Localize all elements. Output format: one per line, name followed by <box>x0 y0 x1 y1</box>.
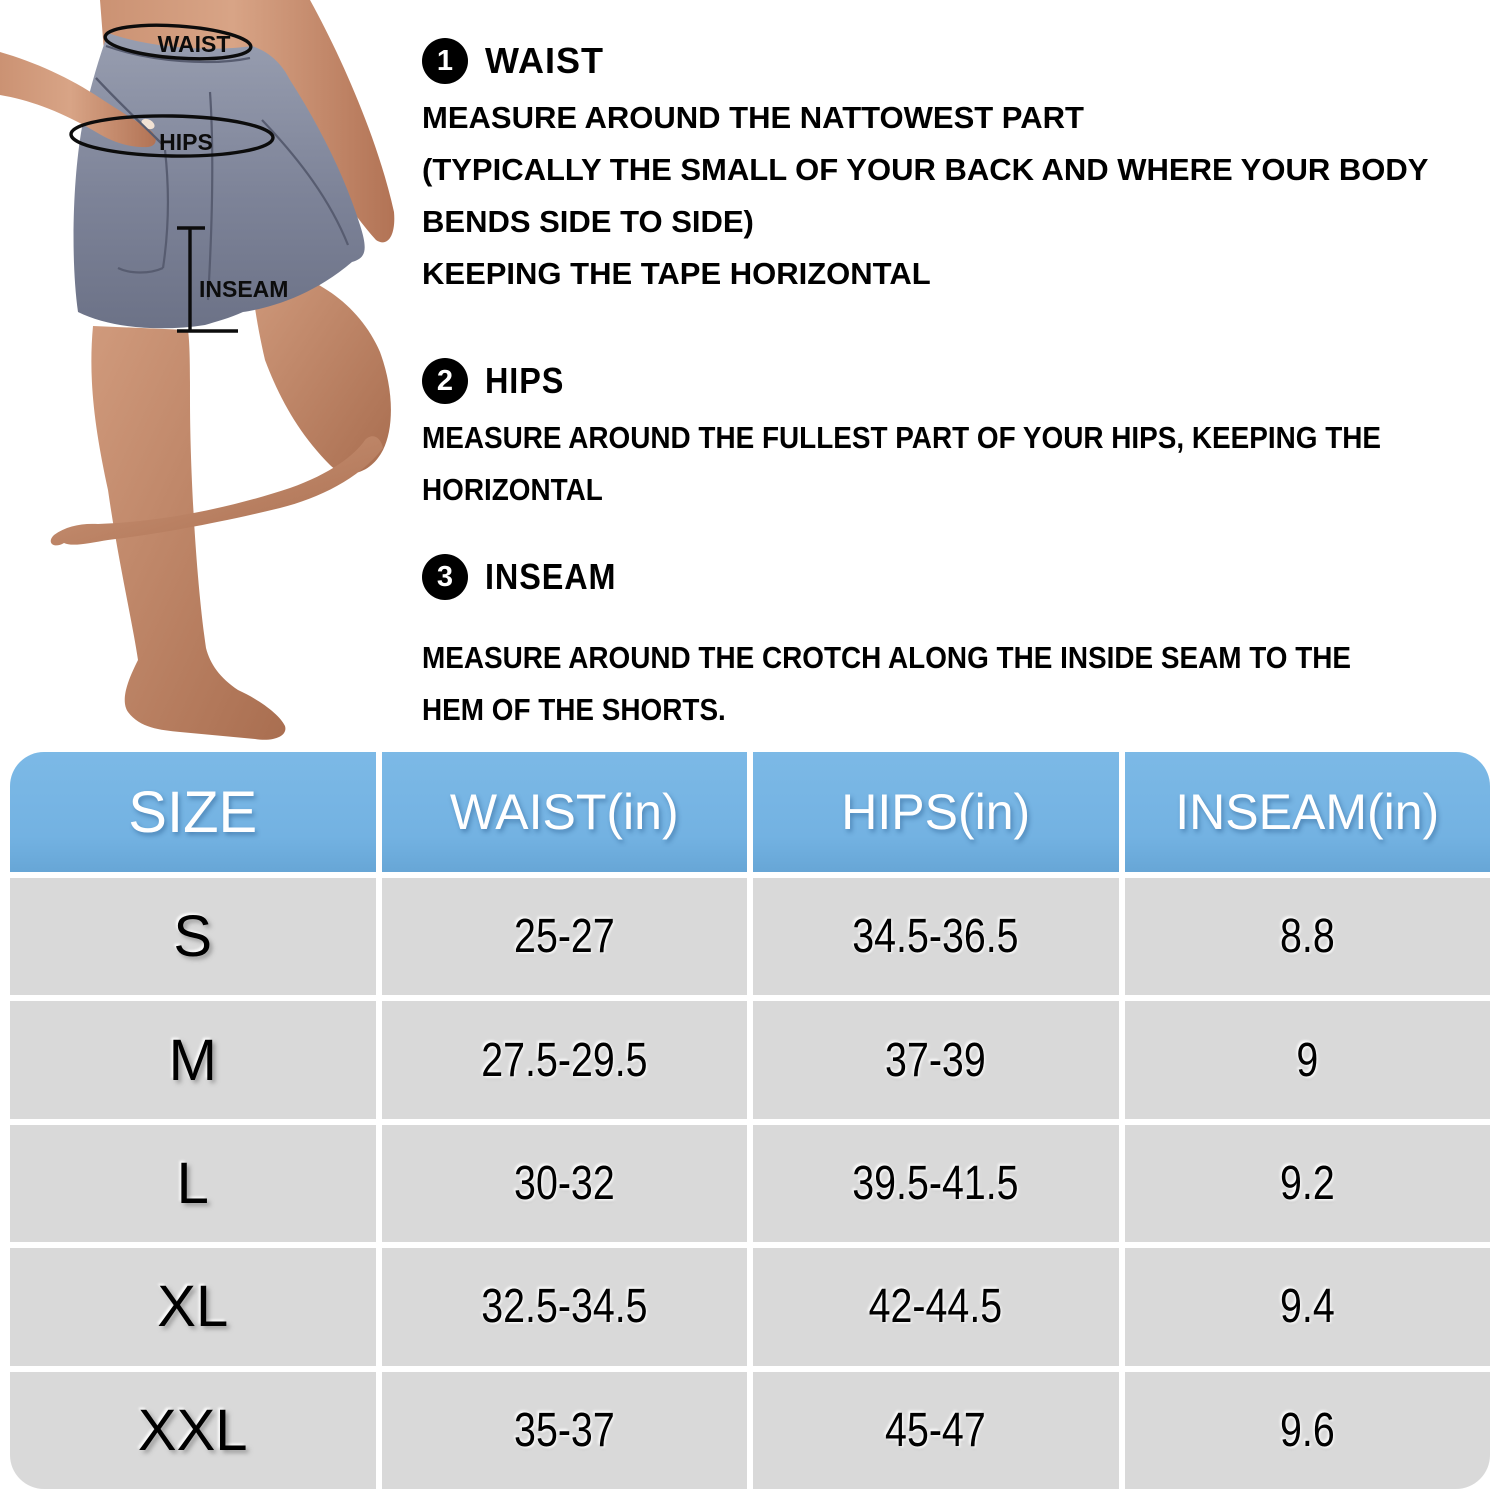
instruction-line: MEASURE AROUND THE NATTOWEST PART <box>422 100 1084 135</box>
instruction-inseam-body <box>422 632 1496 736</box>
inseam-cell-xl <box>1125 1248 1491 1365</box>
inseam-cell-xxl <box>1125 1372 1491 1489</box>
size-value: M <box>168 1027 217 1093</box>
instruction-inseam-heading <box>422 552 1496 602</box>
waist-value: 35-37 <box>513 1403 615 1457</box>
instruction-line: BENDS SIDE TO SIDE) <box>422 204 754 239</box>
instruction-hips-title: HIPS <box>485 360 565 401</box>
hips-cell-s <box>753 878 1119 995</box>
hips-value: 34.5-36.5 <box>852 910 1019 964</box>
waist-cell-l <box>382 1125 748 1242</box>
waist-value: 25-27 <box>513 910 615 964</box>
hips-value: 45-47 <box>885 1403 987 1457</box>
step-2-badge: 2 <box>422 358 468 404</box>
waist-value: 30-32 <box>513 1156 615 1210</box>
model-photo <box>0 0 420 750</box>
instruction-line: MEASURE AROUND THE CROTCH ALONG THE INSIDE SEAM TO THE <box>422 640 1351 675</box>
size-value: L <box>176 1150 209 1216</box>
inseam-value: 9.4 <box>1279 1280 1335 1334</box>
inseam-line-label: INSEAM <box>199 276 289 302</box>
step-3-badge: 3 <box>422 554 468 600</box>
inseam-cell-s <box>1125 878 1491 995</box>
inseam-value: 9 <box>1296 1033 1319 1087</box>
column-header-waist: WAIST(in) <box>382 752 748 872</box>
instruction-waist <box>422 36 1496 300</box>
waist-value: 27.5-29.5 <box>481 1033 648 1087</box>
instruction-line: KEEPING THE TAPE HORIZONTAL <box>422 256 931 291</box>
hips-cell-xl <box>753 1248 1119 1365</box>
waist-cell-s <box>382 878 748 995</box>
column-header-hips: HIPS(in) <box>753 752 1119 872</box>
waist-ellipse-label: WAIST <box>157 31 231 57</box>
instruction-line: MEASURE AROUND THE FULLEST PART OF YOUR HIPS, KEEPING THE <box>422 420 1382 455</box>
size-cell-s <box>10 878 376 995</box>
column-header-size: SIZE <box>10 752 376 872</box>
size-cell-xl <box>10 1248 376 1365</box>
hips-cell-xxl <box>753 1372 1119 1489</box>
size-cell-l <box>10 1125 376 1242</box>
instruction-inseam <box>422 552 1496 736</box>
waist-cell-m <box>382 1001 748 1118</box>
instruction-waist-heading <box>422 36 1496 86</box>
inseam-value: 9.2 <box>1279 1156 1335 1210</box>
instruction-waist-title: WAIST <box>485 40 604 81</box>
step-1-badge: 1 <box>422 38 468 84</box>
size-cell-m <box>10 1001 376 1118</box>
size-chart-table <box>10 752 1490 1489</box>
hips-value: 39.5-41.5 <box>852 1156 1019 1210</box>
instruction-waist-body <box>422 92 1496 300</box>
hips-cell-m <box>753 1001 1119 1118</box>
inseam-cell-l <box>1125 1125 1491 1242</box>
hips-cell-l <box>753 1125 1119 1242</box>
size-value: XXL <box>137 1397 248 1463</box>
instruction-inseam-title: INSEAM <box>485 556 617 597</box>
size-value: XL <box>157 1274 229 1340</box>
inseam-value: 8.8 <box>1279 910 1335 964</box>
size-value: S <box>173 904 213 970</box>
instruction-line: HEM OF THE SHORTS. <box>422 692 726 727</box>
instruction-line: (TYPICALLY THE SMALL OF YOUR BACK AND WHERE YOUR BODY <box>422 152 1429 187</box>
hips-value: 42-44.5 <box>868 1280 1003 1334</box>
instruction-hips-heading <box>422 356 1496 406</box>
inseam-cell-m <box>1125 1001 1491 1118</box>
waist-cell-xl <box>382 1248 748 1365</box>
model-illustration <box>0 0 420 750</box>
instruction-line: HORIZONTAL <box>422 472 603 507</box>
column-header-inseam: INSEAM(in) <box>1125 752 1491 872</box>
size-cell-xxl <box>10 1372 376 1489</box>
waist-value: 32.5-34.5 <box>481 1280 648 1334</box>
measure-instructions <box>420 0 1496 750</box>
hips-ellipse-label: HIPS <box>159 129 213 155</box>
hips-value: 37-39 <box>885 1033 987 1087</box>
inseam-value: 9.6 <box>1279 1403 1335 1457</box>
waist-cell-xxl <box>382 1372 748 1489</box>
instruction-hips <box>422 356 1496 516</box>
instruction-hips-body <box>422 412 1496 516</box>
